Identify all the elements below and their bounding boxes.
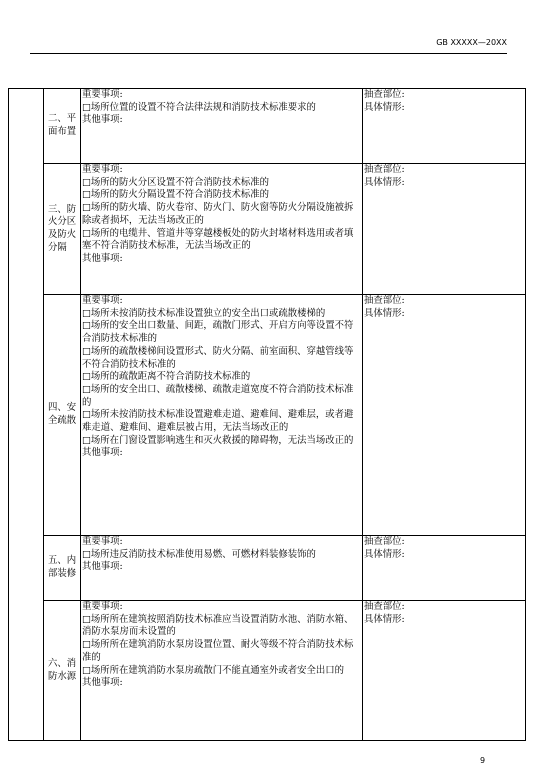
inspection-notes [363,295,526,536]
section-items [81,89,363,164]
section-name: 二、平面布置 [44,89,81,164]
item-line: 其他事项: [82,252,123,264]
section-items [81,164,363,295]
table-row [9,601,526,741]
item-line: □场所位置的设置不符合法律法规和消防技术标准要求的 [82,101,316,113]
inspection-notes [363,536,526,601]
document-code: GB XXXXX—20XX [436,38,507,47]
specific-situation-label: 具体情形: [364,307,405,319]
item-line: □场所在门窗设置影响逃生和灭火救援的障碍物，无法当场改正的 [82,434,354,446]
blank-column [9,89,44,741]
item-line: 其他事项: [82,677,123,689]
item-line: □场所的疏散楼梯间设置形式、防火分隔、前室面积、穿越管线等不符合消防技术标准的 [82,345,354,370]
header-rule [30,53,507,54]
item-line: □场所未按消防技术标准设置独立的安全出口或疏散楼梯的 [82,307,326,319]
item-line: □场所违反消防技术标准使用易燃、可燃材料装修装饰的 [82,548,316,560]
item-line: 重要事项: [82,164,123,175]
item-line: □场所的疏散距离不符合消防技术标准的 [82,371,251,383]
inspection-table [8,88,526,741]
item-line: 重要事项: [82,536,123,547]
item-line: 其他事项: [82,114,123,126]
specific-situation-label: 具体情形: [364,176,405,188]
item-line: □场所的防火分隔设置不符合消防技术标准的 [82,189,269,201]
item-line: □场所的防火分区设置不符合消防技术标准的 [82,176,269,188]
table-row [9,536,526,601]
item-line: 重要事项: [82,295,123,306]
inspect-location-label: 抽查部位: [364,295,405,306]
item-line: □场所所在建筑消防水泵房设置位置、耐火等级不符合消防技术标准的 [82,639,354,663]
item-line: □场所所在建筑按照消防技术标准应当设置消防水池、消防水箱、消防水泵房而未设置的 [82,613,354,638]
section-name: 五、内部装修 [44,536,81,601]
specific-situation-label: 具体情形: [364,613,405,625]
table-row [9,89,526,164]
item-line: □场所所在建筑消防水泵房疏散门不能直通室外或者安全出口的 [82,664,344,676]
item-line: □场所的安全出口、疏散楼梯、疏散走道宽度不符合消防技术标准的 [82,383,354,408]
item-line: 其他事项: [82,561,123,573]
inspection-notes [363,164,526,295]
inspect-location-label: 抽查部位: [364,601,405,612]
inspect-location-label: 抽查部位: [364,164,405,175]
inspect-location-label: 抽查部位: [364,536,405,547]
item-line: □场所的电缆井、管道井等穿越楼板处的防火封堵材料选用或者填塞不符合消防技术标准，无法当场改正的 [82,227,354,252]
item-line: 重要事项: [82,601,123,612]
specific-situation-label: 具体情形: [364,548,405,560]
inspection-notes [363,601,526,741]
item-line: □场所的安全出口数量、间距，疏散门形式、开启方向等设置不符合消防技术标准的 [82,320,354,345]
item-line: 其他事项: [82,447,123,459]
section-items [81,536,363,601]
item-line: 重要事项: [82,89,123,100]
table-row [9,164,526,295]
page-number: 9 [480,756,486,765]
section-name: 六、消防水源 [44,601,81,741]
table-row [9,295,526,536]
specific-situation-label: 具体情形: [364,101,405,113]
item-line: □场所未按消防技术标准设置避难走道、避难间、避难层，或者避难走道、避难间、避难层被占用，无法当场改正的 [82,409,354,434]
section-items [81,295,363,536]
inspection-notes [363,89,526,164]
section-name: 三、防火分区及防火分隔 [44,164,81,295]
inspect-location-label: 抽查部位: [364,89,405,100]
item-line: □场所的防火墙、防火卷帘、防火门、防火窗等防火分隔设施被拆除或者损坏，无法当场改正的 [82,202,354,226]
section-name: 四、安全疏散 [44,295,81,536]
section-items [81,601,363,741]
